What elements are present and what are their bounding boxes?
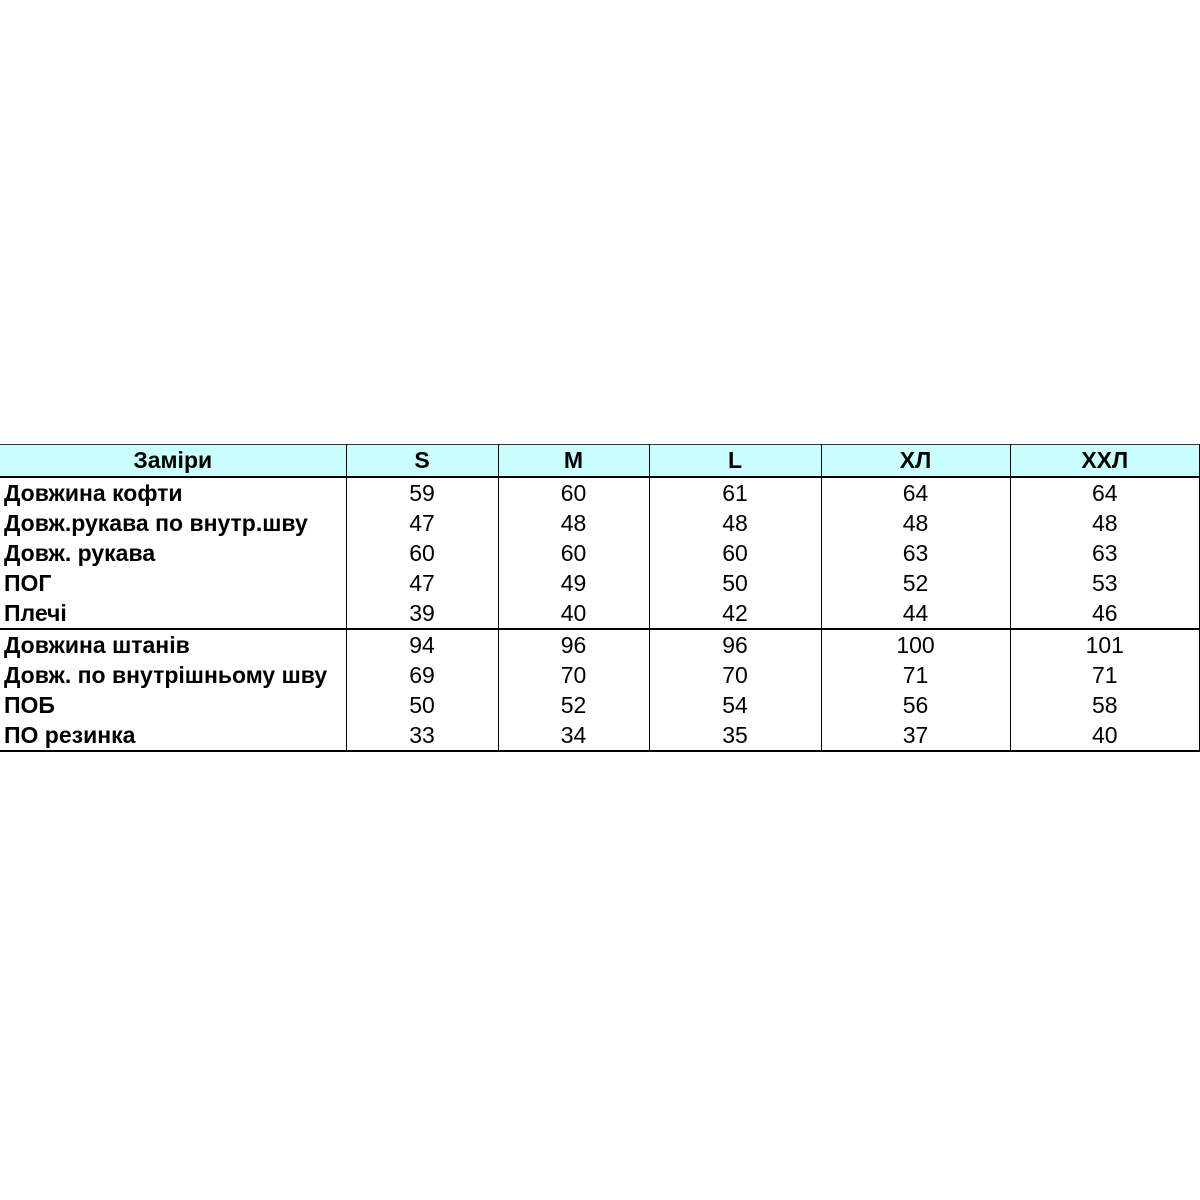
cell-value: 60 xyxy=(346,538,498,568)
cell-value: 40 xyxy=(498,598,649,629)
row-label: Довж. по внутрішньому шву xyxy=(0,660,346,690)
table-header-row xyxy=(0,445,1200,478)
cell-value: 48 xyxy=(649,508,821,538)
header-size-s: S xyxy=(346,445,498,478)
cell-value: 48 xyxy=(1010,508,1200,538)
cell-value: 54 xyxy=(649,690,821,720)
cell-value: 33 xyxy=(346,720,498,751)
cell-value: 60 xyxy=(498,477,649,508)
row-label: Довжина кофти xyxy=(0,477,346,508)
row-label: ПО резинка xyxy=(0,720,346,751)
header-size-m: M xyxy=(498,445,649,478)
row-label: Довжина штанів xyxy=(0,629,346,660)
table-row xyxy=(0,598,1200,629)
cell-value: 70 xyxy=(498,660,649,690)
table-row xyxy=(0,690,1200,720)
table-row xyxy=(0,660,1200,690)
cell-value: 63 xyxy=(821,538,1010,568)
cell-value: 60 xyxy=(498,538,649,568)
cell-value: 69 xyxy=(346,660,498,690)
cell-value: 49 xyxy=(498,568,649,598)
cell-value: 52 xyxy=(821,568,1010,598)
cell-value: 96 xyxy=(498,629,649,660)
cell-value: 47 xyxy=(346,568,498,598)
cell-value: 47 xyxy=(346,508,498,538)
cell-value: 50 xyxy=(649,568,821,598)
cell-value: 56 xyxy=(821,690,1010,720)
table-row xyxy=(0,629,1200,660)
cell-value: 48 xyxy=(821,508,1010,538)
cell-value: 58 xyxy=(1010,690,1200,720)
header-measurements: Заміри xyxy=(0,445,346,478)
cell-value: 94 xyxy=(346,629,498,660)
cell-value: 64 xyxy=(821,477,1010,508)
cell-value: 34 xyxy=(498,720,649,751)
cell-value: 71 xyxy=(1010,660,1200,690)
header-size-xl: ХЛ xyxy=(821,445,1010,478)
cell-value: 37 xyxy=(821,720,1010,751)
size-chart-table xyxy=(0,444,1200,752)
header-size-l: L xyxy=(649,445,821,478)
row-label: ПОГ xyxy=(0,568,346,598)
table-row xyxy=(0,538,1200,568)
cell-value: 60 xyxy=(649,538,821,568)
cell-value: 44 xyxy=(821,598,1010,629)
cell-value: 50 xyxy=(346,690,498,720)
cell-value: 100 xyxy=(821,629,1010,660)
cell-value: 52 xyxy=(498,690,649,720)
cell-value: 48 xyxy=(498,508,649,538)
row-label: Довж. рукава xyxy=(0,538,346,568)
cell-value: 71 xyxy=(821,660,1010,690)
cell-value: 96 xyxy=(649,629,821,660)
cell-value: 53 xyxy=(1010,568,1200,598)
cell-value: 39 xyxy=(346,598,498,629)
cell-value: 63 xyxy=(1010,538,1200,568)
header-size-xxl: ХХЛ xyxy=(1010,445,1200,478)
cell-value: 70 xyxy=(649,660,821,690)
row-label: ПОБ xyxy=(0,690,346,720)
table-row xyxy=(0,508,1200,538)
row-label: Довж.рукава по внутр.шву xyxy=(0,508,346,538)
cell-value: 101 xyxy=(1010,629,1200,660)
row-label: Плечі xyxy=(0,598,346,629)
cell-value: 42 xyxy=(649,598,821,629)
cell-value: 46 xyxy=(1010,598,1200,629)
cell-value: 40 xyxy=(1010,720,1200,751)
table-row xyxy=(0,720,1200,751)
table-row xyxy=(0,568,1200,598)
cell-value: 64 xyxy=(1010,477,1200,508)
cell-value: 61 xyxy=(649,477,821,508)
cell-value: 59 xyxy=(346,477,498,508)
cell-value: 35 xyxy=(649,720,821,751)
table-row xyxy=(0,477,1200,508)
